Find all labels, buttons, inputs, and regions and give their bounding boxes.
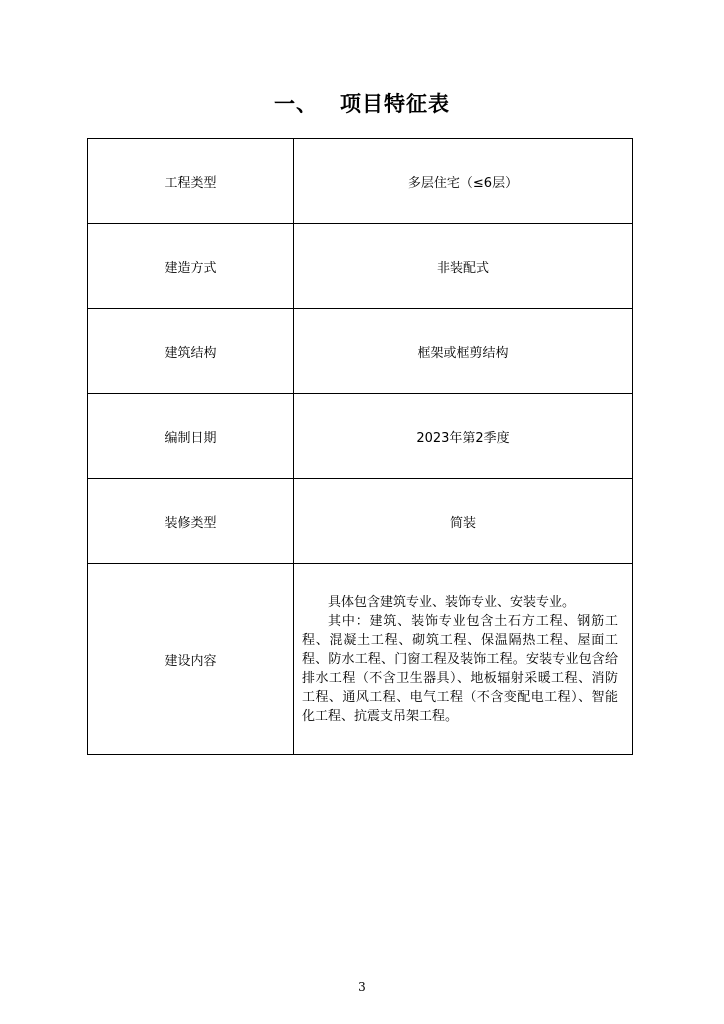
page-number: 3 <box>358 980 366 994</box>
page-title <box>0 88 724 118</box>
content-paragraph-2: 其中：建筑、装饰专业包含土石方工程、钢筋工程、混凝土工程、砌筑工程、保温隔热工程、屋面工程、防水工程、门窗工程及装饰工程。安装专业包含给排水工程（不含卫生器具）、地板辐射采暖工程、消防工程、通风工程、电气工程（不含变配电工程）、智能化工程、抗震支吊架工程。 <box>302 613 618 724</box>
section-number: 一、 <box>274 92 318 116</box>
project-feature-table <box>87 138 633 755</box>
row-label-construction-method: 建造方式 <box>88 224 294 309</box>
construction-content-text <box>294 593 632 726</box>
table-row <box>88 139 633 224</box>
table-row <box>88 479 633 564</box>
table-row <box>88 224 633 309</box>
table-row <box>88 564 633 755</box>
row-value-structure: 框架或框剪结构 <box>294 309 633 394</box>
row-label-project-type: 工程类型 <box>88 139 294 224</box>
row-value-project-type: 多层住宅（≤6层） <box>294 139 633 224</box>
row-value-construction-content <box>294 564 633 755</box>
row-label-structure: 建筑结构 <box>88 309 294 394</box>
row-label-compile-date: 编制日期 <box>88 394 294 479</box>
table-row <box>88 309 633 394</box>
row-label-decoration-type: 装修类型 <box>88 479 294 564</box>
row-value-compile-date: 2023年第2季度 <box>294 394 633 479</box>
content-paragraph-1: 具体包含建筑专业、装饰专业、安装专业。 <box>328 594 576 610</box>
row-value-construction-method: 非装配式 <box>294 224 633 309</box>
section-title: 项目特征表 <box>340 92 450 116</box>
row-value-decoration-type: 简装 <box>294 479 633 564</box>
table-row <box>88 394 633 479</box>
row-label-construction-content: 建设内容 <box>88 564 294 755</box>
